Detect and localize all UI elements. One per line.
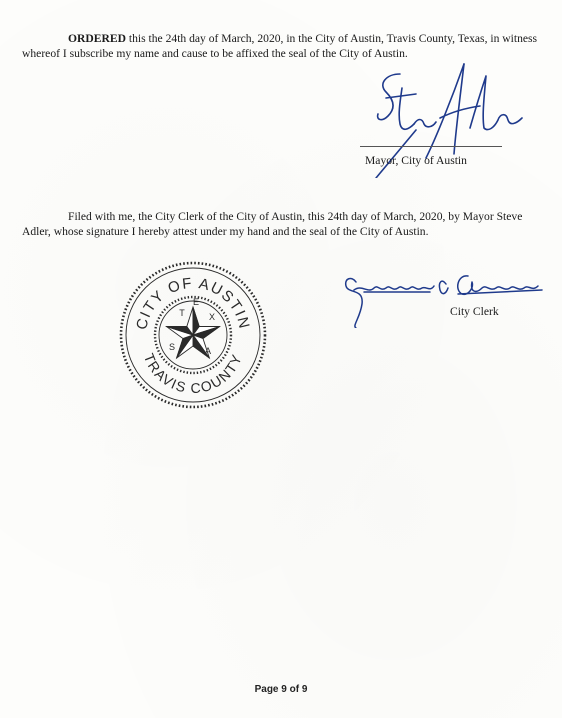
clerk-signature	[342, 268, 547, 328]
filed-paragraph: Filed with me, the City Clerk of the City of Austin, this 24th day of March, 2020, by Mayor Steve Adler, whose signature I hereby attest under my hand and the seal of the City of Austin.	[22, 209, 523, 238]
ordered-text: this the 24th day of March, 2020, in the City of Austin, Travis County, Texas, in witness whereof I subscribe my name and cause to be affixed the seal of the City of Austin.	[22, 31, 538, 60]
seal-letter-s: S	[168, 342, 176, 352]
clerk-caption: City Clerk	[450, 305, 499, 318]
mayor-caption: Mayor, City of Austin	[365, 154, 467, 167]
seal-letter-t: T	[179, 308, 185, 318]
ordered-lead: ORDERED	[68, 31, 126, 45]
ordered-paragraph	[22, 31, 542, 61]
seal-top-text: CITY OF AUSTIN	[133, 274, 253, 332]
svg-text:TRAVIS COUNTY	[141, 351, 245, 396]
page-number: Page 9 of 9	[254, 684, 308, 695]
seal-letter-e: E	[192, 297, 200, 307]
seal-letter-a: A	[204, 346, 212, 356]
seal-bottom-text: TRAVIS COUNTY	[140, 351, 246, 397]
seal-letter-x: X	[208, 312, 216, 322]
mayor-signature-line	[360, 146, 502, 147]
city-seal	[116, 258, 270, 412]
